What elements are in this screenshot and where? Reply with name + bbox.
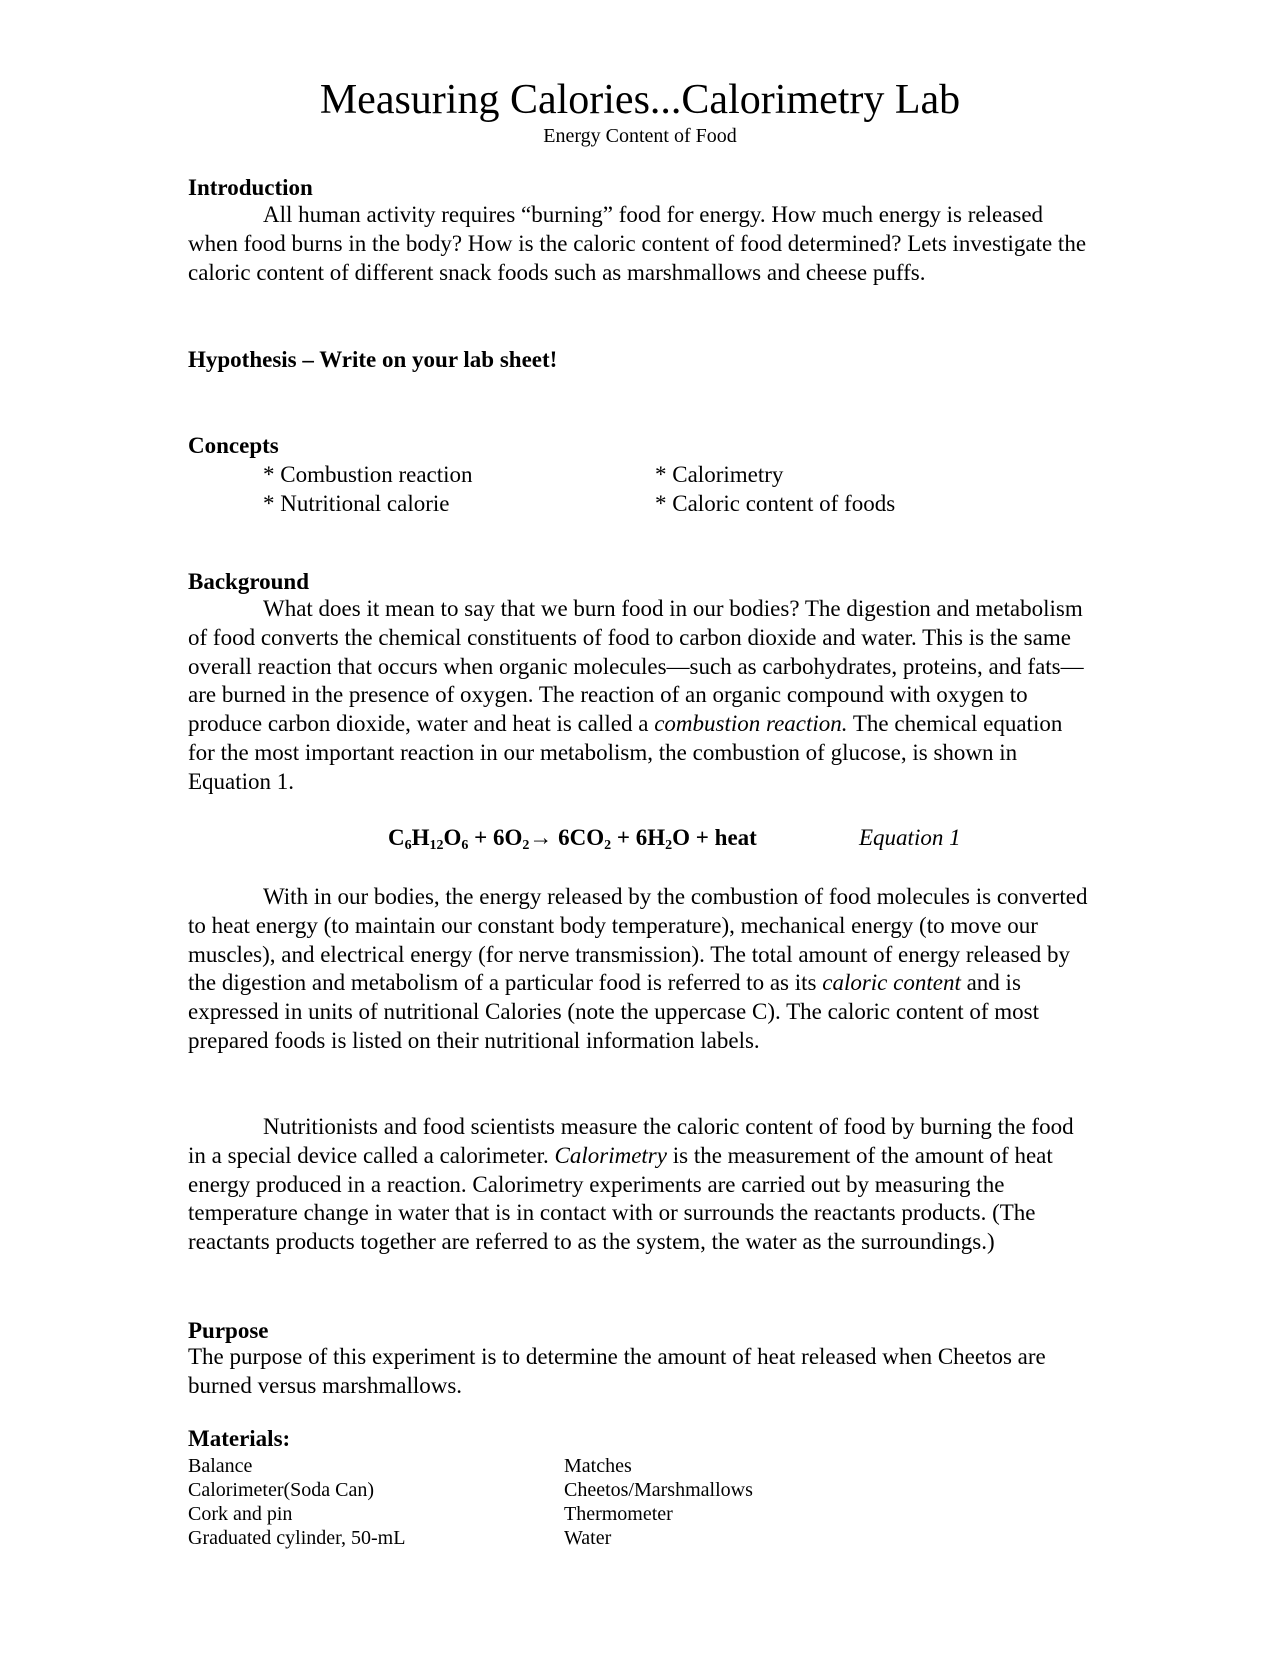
concepts-heading: Concepts [188, 433, 279, 458]
concept-item: * Calorimetry [655, 462, 784, 487]
document-title: Measuring Calories...Calorimetry Lab [319, 77, 961, 123]
material-item: Thermometer [564, 1503, 673, 1525]
term-caloric-content: caloric content [822, 970, 961, 996]
purpose-heading: Purpose [188, 1318, 269, 1343]
background-heading: Background [188, 569, 310, 594]
materials-heading: Materials: [188, 1426, 291, 1451]
material-item: Graduated cylinder, 50-mL [188, 1527, 406, 1549]
hypothesis-heading: Hypothesis – Write on your lab sheet! [188, 347, 558, 372]
introduction-paragraph: All human activity requires “burning” food for energy. How much energy is released when food burns in the body? How is the caloric content of food determined? Lets investigate the caloric content of different snack foods such as marshmallows and cheese puffs. [188, 202, 1087, 285]
equation-label: Equation 1 [859, 825, 961, 850]
material-item: Calorimeter(Soda Can) [188, 1479, 375, 1501]
concept-item: * Combustion reaction [263, 462, 473, 487]
background-paragraph-3: Nutritionists and food scientists measure the caloric content of food by burning the food in a special device called a calorimeter. Calorimetry is the measurement of the amount of heat energy produced in a reaction. Calorimetry experiments are carried out by measuring the temperature change in water that is in contact with or surrounds the reactants products. (The reactants products together are referred to as the system, the water as the surroundings.) [188, 1114, 1074, 1255]
concept-item: * Nutritional calorie [263, 491, 450, 516]
material-item: Cheetos/Marshmallows [564, 1479, 753, 1501]
term-calorimetry: Calorimetry [554, 1142, 667, 1168]
concept-item: * Caloric content of foods [655, 491, 896, 516]
document-subtitle: Energy Content of Food [543, 125, 737, 147]
introduction-heading: Introduction [188, 175, 313, 200]
material-item: Matches [564, 1455, 632, 1477]
material-item: Cork and pin [188, 1503, 293, 1525]
material-item: Water [564, 1527, 612, 1549]
material-item: Balance [188, 1455, 253, 1477]
background-paragraph-1: What does it mean to say that we burn food in our bodies? The digestion and metabolism of food converts the chemical constituents of food to carbon dioxide and water. This is the same overall reaction that occurs when organic molecules—such as carbohydrates, proteins, and fats—are burned in the presence of oxygen. The reaction of an organic compound with oxygen to produce carbon dioxide, water and heat is called a combustion reaction. The chemical equation for the most important reaction in our metabolism, the combustion of glucose, is shown in Equation 1. [188, 596, 1084, 794]
term-combustion-reaction: combustion reaction. [654, 711, 848, 737]
background-paragraph-2: With in our bodies, the energy released by the combustion of food molecules is converted to heat energy (to maintain our constant body temperature), mechanical energy (to move our muscles), and electrical energy (for nerve transmission). The total amount of energy released by the digestion and metabolism of a particular food is referred to as its caloric content and is expressed in units of nutritional Calories (note the uppercase C). The caloric content of most prepared foods is listed on their nutritional information labels. [188, 884, 1088, 1053]
reaction-arrow-icon: → [529, 825, 553, 850]
glucose-combustion-equation: $C_6H_{12}O_6 + 6O_2\to 6CO_2 + 6H_2O$ + heat [388, 825, 757, 853]
purpose-paragraph: The purpose of this experiment is to determine the amount of heat released when Cheetos are burned versus marshmallows. [188, 1344, 1046, 1398]
